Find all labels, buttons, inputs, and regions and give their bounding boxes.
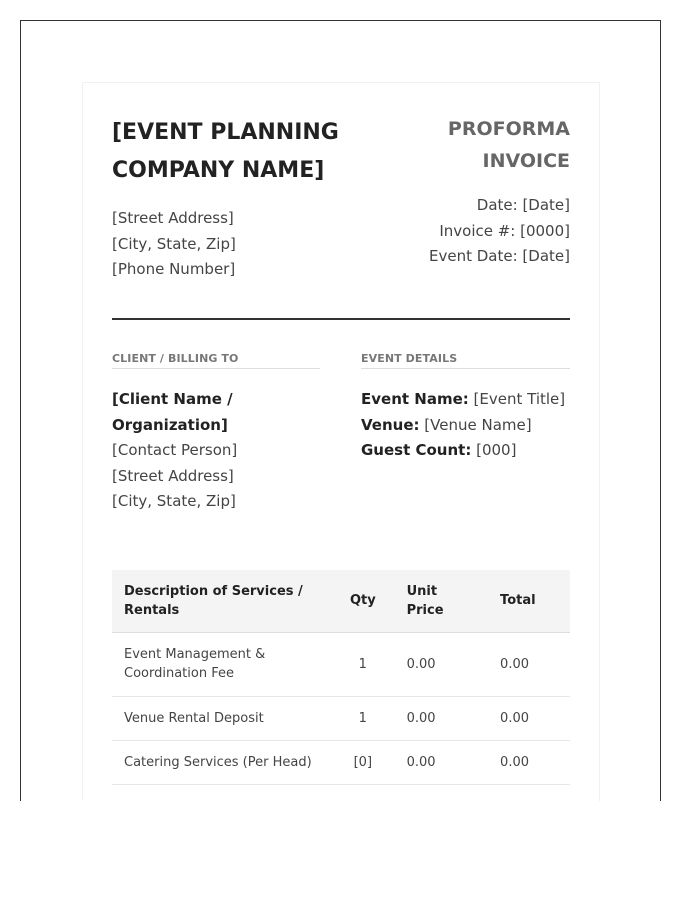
client-name: [Client Name / Organization] — [112, 390, 233, 434]
client-street: [Street Address] — [112, 466, 234, 485]
services-table — [112, 570, 570, 785]
guest-count-row — [361, 438, 576, 464]
header-unit-price: Unit Price — [395, 570, 488, 632]
header-divider — [112, 318, 570, 320]
row-qty: [0] — [331, 740, 395, 784]
company-name: [EVENT PLANNING COMPANY NAME] — [112, 120, 339, 183]
row-total: 0.00 — [488, 632, 570, 696]
invoice-number: Invoice #: [0000] — [439, 221, 570, 240]
invoice-date: Date: [Date] — [476, 196, 570, 214]
row-total: 0.00 — [488, 696, 570, 740]
table-header-row — [112, 570, 570, 632]
row-qty: 1 — [331, 696, 395, 740]
table-row — [112, 696, 570, 740]
row-unit-price: 0.00 — [395, 632, 488, 696]
table-row — [112, 632, 570, 696]
row-description: Event Management & Coordination Fee — [112, 632, 331, 696]
row-unit-price: 0.00 — [395, 740, 488, 784]
row-description: Catering Services (Per Head) — [112, 740, 331, 784]
header-description: Description of Services / Rentals — [112, 570, 331, 632]
document-title: PROFORMA INVOICE — [447, 118, 570, 172]
header-total: Total — [488, 570, 570, 632]
company-address — [112, 206, 236, 283]
event-name-label: Event Name: — [361, 390, 469, 408]
client-contact: [Contact Person] — [112, 441, 238, 459]
client-city-state-zip: [City, State, Zip] — [112, 492, 236, 510]
client-billing-block — [112, 387, 312, 515]
event-details-block — [361, 387, 576, 464]
row-qty: 1 — [331, 632, 395, 696]
client-section-heading: CLIENT / BILLING TO — [112, 352, 320, 369]
guest-count-label: Guest Count: — [361, 441, 472, 459]
company-street: [Street Address] — [112, 209, 234, 227]
event-name-row — [361, 387, 576, 413]
event-date: Event Date: [Date] — [429, 247, 570, 265]
venue-label: Venue: — [361, 415, 420, 434]
header-qty: Qty — [331, 570, 395, 632]
venue-row — [361, 413, 576, 439]
invoice-meta — [429, 193, 570, 270]
venue-value: [Venue Name] — [424, 415, 532, 434]
row-total: 0.00 — [488, 740, 570, 784]
row-description: Venue Rental Deposit — [112, 696, 331, 740]
company-phone: [Phone Number] — [112, 260, 236, 278]
guest-count-value: [000] — [476, 441, 517, 459]
event-section-heading: EVENT DETAILS — [361, 352, 570, 369]
table-row — [112, 740, 570, 784]
company-city-state-zip: [City, State, Zip] — [112, 234, 236, 253]
event-name-value: [Event Title] — [473, 390, 566, 408]
row-unit-price: 0.00 — [395, 696, 488, 740]
